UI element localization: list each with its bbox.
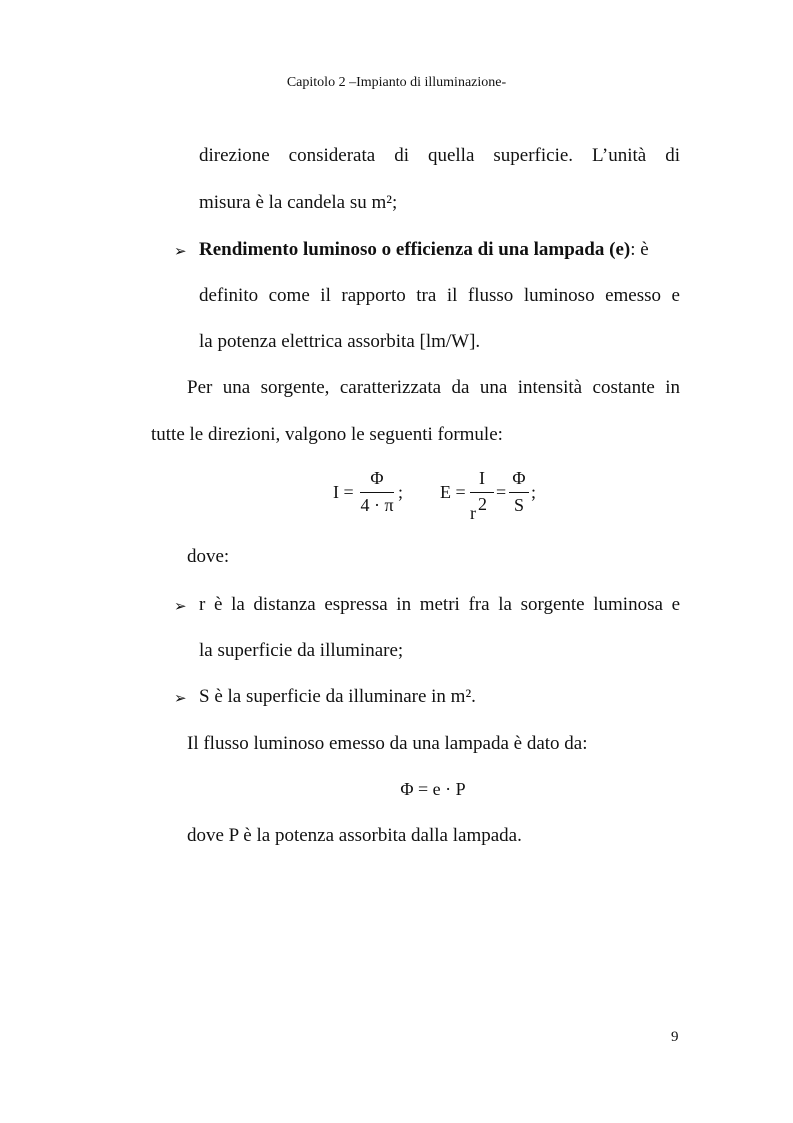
fraction-bar bbox=[470, 492, 494, 493]
paragraph-line: dove P è la potenza assorbita dalla lampada. bbox=[187, 825, 522, 846]
bullet-arrow-icon: ➢ bbox=[174, 691, 187, 707]
formula-numerator: Φ bbox=[370, 468, 384, 488]
paragraph-line: Il flusso luminoso emesso da una lampada è dato da: bbox=[187, 733, 588, 754]
fraction-bar bbox=[360, 492, 394, 493]
formula-denominator: 4 · π bbox=[360, 495, 394, 515]
paragraph-line: la superficie da illuminare; bbox=[199, 640, 404, 661]
paragraph-line: tutte le direzioni, valgono le seguenti formule: bbox=[151, 424, 503, 445]
formula-numerator: I bbox=[479, 468, 485, 488]
formula-lhs: I = bbox=[333, 482, 354, 502]
formula-lhs: E = bbox=[440, 482, 466, 502]
term-suffix: : è bbox=[630, 239, 649, 260]
bullet-arrow-icon: ➢ bbox=[174, 599, 187, 615]
paragraph-line: la potenza elettrica assorbita [lm/W]. bbox=[199, 331, 481, 352]
formula-denominator-exponent: 2 bbox=[478, 494, 487, 514]
paragraph-line: dove: bbox=[187, 546, 230, 567]
formula-semicolon: ; bbox=[398, 482, 404, 502]
bullet-item-r: r è la distanza espressa in metri fra la sorgente luminosa e bbox=[199, 594, 680, 615]
paragraph-line: definito come il rapporto tra il flusso luminoso emesso e bbox=[199, 285, 680, 306]
page-number: 9 bbox=[671, 1029, 679, 1045]
bullet-arrow-icon: ➢ bbox=[174, 244, 187, 260]
formula-denominator-base: r bbox=[470, 503, 476, 523]
paragraph-line: direzione considerata di quella superficie. L’unità di bbox=[199, 145, 680, 166]
bullet-item-rendimento bbox=[199, 239, 680, 261]
bold-term: Rendimento luminoso o efficienza di una lampada (e) bbox=[199, 239, 631, 260]
formula-semicolon: ; bbox=[531, 482, 537, 502]
formula-numerator: Φ bbox=[512, 468, 526, 488]
paragraph-line: Per una sorgente, caratterizzata da una intensità costante in bbox=[187, 377, 680, 398]
bullet-item-s: S è la superficie da illuminare in m². bbox=[199, 686, 476, 707]
fraction-bar bbox=[509, 492, 529, 493]
formula-equals: = bbox=[496, 482, 507, 502]
running-header: Capitolo 2 –Impianto di illuminazione- bbox=[286, 75, 507, 90]
formula-flux: Φ = e · P bbox=[400, 779, 466, 799]
paragraph-line: misura è la candela su m²; bbox=[199, 192, 398, 213]
formula-denominator: S bbox=[513, 495, 524, 515]
